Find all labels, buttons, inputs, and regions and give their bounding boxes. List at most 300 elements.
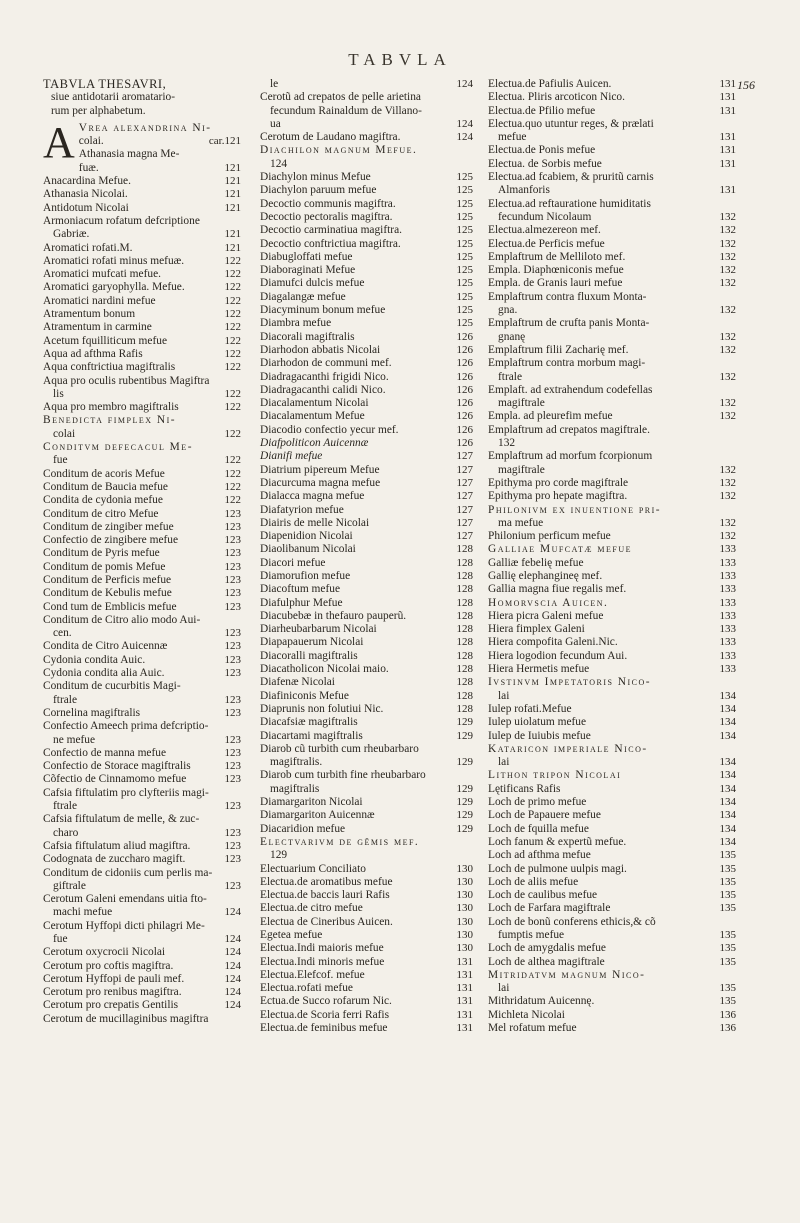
entry-text: fumptis mefue [498,929,565,941]
entry-text: magiftrale [498,397,545,410]
entry-text: Diachylon paruum mefue [260,184,377,197]
entry-page-number: 132 [719,463,736,476]
entry-page-number: 121 [224,228,241,241]
index-entry [488,703,738,716]
entry-text: Electua.de Pfilio mefue [488,104,596,117]
index-entry [260,889,475,902]
entry-page-number: 132 [719,490,736,503]
index-entry [260,477,475,490]
entry-text: Electua de Cineribus Auicen. [260,915,393,928]
entry-page-number: 131 [456,955,473,968]
entry-page-number: 124 [224,986,241,999]
entry-page-number: 125 [456,277,473,290]
index-entry [488,557,738,570]
index-entry [43,122,243,135]
entry-text: Diarhodon de communi mef. [260,357,392,370]
entry-page-number: 123 [224,733,241,746]
entry-page-number: 125 [456,304,473,317]
entry-text: Condita de cydonia mefue [43,494,163,507]
index-entry [488,198,738,211]
entry-page-number: 135 [719,875,736,888]
entry-text: Diacodio confectio yecur mef. [260,423,399,436]
entry-text: Electua.ad reftauratione humiditatis [488,197,651,210]
entry-page-number: 132 [719,330,736,343]
entry-text: Emplaftrum de Melliloto mef. [488,250,626,263]
index-entry [260,690,475,703]
entry-text: Loch de althea magiftrale [488,955,605,968]
index-entry [260,730,475,743]
index-entry [43,574,243,587]
entry-page-number: 123 [224,534,241,547]
entry-page-number: 128 [456,689,473,702]
entry-page-number: 127 [456,503,473,516]
entry-page-number: 132 [719,304,736,317]
entry-page-number: 123 [224,800,241,813]
entry-page-number: 129 [456,716,473,729]
entry-text: Diafiniconis Mefue [260,689,349,702]
entry-text: Cerotum Hyffopi dicti philagri Me- [43,919,205,932]
index-entry [43,534,243,547]
index-entry [488,956,738,969]
index-entry [260,291,475,304]
entry-page-number: 128 [456,596,473,609]
index-entry [43,388,243,401]
entry-text: Conditum de Pyris mefue [43,547,160,560]
entry-page-number: 135 [719,955,736,968]
index-entry [260,198,475,211]
index-entry [488,384,738,397]
index-entry [488,171,738,184]
index-entry [260,158,475,171]
index-entry [260,91,475,104]
entry-page-number: 124 [224,906,241,919]
index-entry [488,517,738,530]
entry-text: Philonivm ex inuentione pri- [488,503,662,516]
entry-text: Iulep de Iuiubis mefue [488,729,591,742]
entry-text: Diamargariton Nicolai [260,796,363,809]
entry-text: Diadragacanthi calidi Nico. [260,383,386,396]
entry-text: Atramentum in carmine [43,321,152,334]
index-entry [43,973,243,986]
entry-text: Cerotum pro coftis magiftra. [43,959,174,972]
entry-page-number: 136 [719,1008,736,1021]
index-entry [43,867,243,880]
index-entry [43,707,243,720]
entry-text: Diatrium pipereum Mefue [260,463,380,476]
entry-page-number: 133 [719,543,736,556]
entry-text: Confectio de zingibere mefue [43,534,179,547]
entry-text: Aromatici mufcati mefue. [43,268,161,281]
index-entry [43,587,243,600]
index-entry [488,184,738,197]
index-entry [488,477,738,490]
entry-text: Diafulphur Mefue [260,596,343,609]
entry-text: Diacurcuma magna mefue [260,476,381,489]
index-entry [488,331,738,344]
entry-text: Conditum de cidoniis cum perlis ma- [43,866,213,879]
index-entry [488,317,738,330]
index-entry [43,295,243,308]
entry-text: Aqua conftrictiua magiftralis [43,361,176,374]
entry-page-number: 125 [456,264,473,277]
entry-page-number: 122 [224,494,241,507]
index-entry [43,242,243,255]
index-entry [488,730,738,743]
entry-page-number: 128 [456,583,473,596]
entry-page-number: 133 [719,569,736,582]
entry-text: Aromatici nardini mefue [43,294,156,307]
entry-page-number: 133 [719,609,736,622]
index-entry [43,135,243,148]
index-entry [260,543,475,556]
entry-text: magiftralis. [270,756,323,769]
entry-page-number: 123 [224,627,241,640]
entry-text: fuæ. [78,161,99,174]
entry-page-number: 128 [456,543,473,556]
entry-page-number: 128 [456,663,473,676]
entry-page-number: 122 [224,467,241,480]
entry-text: Egetea mefue [260,929,323,941]
entry-page-number: 126 [456,383,473,396]
entry-text: Electuarium Conciliato [260,862,366,875]
entry-text: magiftralis [270,782,320,795]
index-entry [260,211,475,224]
entry-page-number: 122 [224,268,241,281]
entry-page-number: 132 [719,476,736,489]
index-entry [260,131,475,144]
index-entry [488,982,738,995]
entry-text: Electua. de Sorbis mefue [488,157,602,170]
entry-text: Cafsia fiftulatum de melle, & zuc- [43,813,200,826]
index-entry [488,610,738,623]
entry-text: Dialacca magna mefue [260,490,365,503]
index-entry [260,982,475,995]
entry-page-number: 123 [224,693,241,706]
entry-page-number: 133 [719,596,736,609]
entry-text: Empla. ad pleurefim mefue [488,410,613,423]
entry-text: Electua.rofati mefue [260,982,353,995]
index-entry [43,906,243,919]
index-entry [488,238,738,251]
entry-text: Electvarivm de gẽmis mef. [260,835,420,848]
index-entry [488,144,738,157]
entry-text: Cafsia fiftulatum aliud magiftra. [43,839,191,852]
index-entry [43,348,243,361]
entry-text: Empla. de Granis lauri mefue [488,277,623,290]
entry-text: Diacalamentum Nicolai [260,397,369,410]
entry-page-number: 124 [224,946,241,959]
index-entry [43,228,243,241]
entry-page-number: 124 [456,131,473,144]
index-entry [488,889,738,902]
index-entry [488,543,738,556]
index-entry [488,490,738,503]
entry-page-number: 124 [456,78,473,90]
index-entry [488,929,738,942]
index-entry [488,636,738,649]
entry-text: Antidotum Nicolai [43,201,129,214]
entry-page-number: 123 [224,706,241,719]
entry-text: Homorvscia Auicen. [488,596,609,609]
index-entry [43,720,243,733]
index-entry [260,424,475,437]
entry-page-number: 133 [719,636,736,649]
entry-page-number: 131 [719,131,736,144]
entry-text: Empla. Diaphœniconis mefue [488,264,624,277]
entry-page-number: 129 [456,756,473,769]
entry-page-number: 123 [224,853,241,866]
entry-text: Loch fanum & expertũ mefue. [488,835,627,848]
entry-text: Confectio de manna mefue [43,746,167,759]
index-entry [260,836,475,849]
index-entry [488,450,738,463]
index-entry [488,902,738,915]
entry-text: Diacalamentum Mefue [260,410,365,423]
entry-text: Diamufci dulcis mefue [260,277,365,290]
entry-page-number: 124 [456,117,473,130]
entry-text: Diacoftum mefue [260,583,341,596]
entry-text: Galliae Mufcatæ mefue [488,543,632,556]
index-entry [43,401,243,414]
table-title: TABVLA THESAVRI, [43,77,167,91]
entry-page-number: 123 [224,653,241,666]
index-entry [488,863,738,876]
entry-text: fue [53,933,68,945]
index-entry [260,650,475,663]
index-entry [260,756,475,769]
entry-text: ua [270,117,281,130]
index-entry [488,995,738,1008]
index-entry [260,490,475,503]
entry-text: Conditum de acoris Mefue [43,467,165,480]
entry-page-number: 125 [456,197,473,210]
index-column-3 [488,78,738,1035]
entry-text: Diacoralli magiftralis [260,649,358,662]
index-entry [43,561,243,574]
entry-text: Diacafsiæ magiftralis [260,716,358,729]
index-entry [488,105,738,118]
index-entry [43,734,243,747]
entry-text: fecundum Nicolaum [498,210,592,223]
index-entry [43,667,243,680]
entry-page-number: 131 [719,78,736,90]
index-entry [43,893,243,906]
entry-text: Cerotũ ad crepatos de pelle arietina [260,91,421,104]
index-entry [43,428,243,441]
entry-page-number: 134 [719,729,736,742]
index-entry [488,371,738,384]
entry-text: Epithyma pro hepate magiftra. [488,490,628,503]
entry-page-number: 126 [456,357,473,370]
entry-page-number: 135 [719,929,736,941]
entry-text: Dianifi mefue [260,450,323,463]
index-entry [260,636,475,649]
index-entry [260,410,475,423]
index-entry [488,756,738,769]
entry-text: Conditum de zingiber mefue [43,520,174,533]
drop-initial: A [43,117,75,167]
entry-page-number: 126 [456,330,473,343]
index-entry [488,969,738,982]
entry-text: Loch de fquilla mefue [488,822,589,835]
entry-text: charo [53,826,79,839]
index-entry [260,823,475,836]
entry-text: Anacardina Mefue. [43,175,131,188]
index-entry [43,268,243,281]
index-entry [43,547,243,560]
entry-page-number: 121 [224,241,241,254]
entry-page-number: 127 [456,516,473,529]
index-entry [260,769,475,782]
index-entry [260,663,475,676]
entry-text: Loch de bonũ conferens ethicis,& cõ [488,915,656,928]
entry-text: Conditum de pomis Mefue [43,560,166,573]
entry-text: Conditum de Kebulis mefue [43,587,172,600]
entry-text: Kataricon imperiale Nico- [488,742,648,755]
entry-text: Iulep rofati.Mefue [488,702,572,715]
entry-text: Loch de Papauere mefue [488,809,601,822]
entry-text: Gallię elephangineę mef. [488,569,603,582]
index-entry [43,840,243,853]
column-1-entries [43,117,243,1026]
index-entry [488,716,738,729]
entry-text: ftrale [498,370,523,383]
entry-page-number: 131 [456,1008,473,1021]
index-entry [488,530,738,543]
index-entry [488,690,738,703]
index-entry [260,809,475,822]
entry-page-number: 132 [719,237,736,250]
index-entry [43,361,243,374]
index-entry [488,397,738,410]
entry-text: Electua.de baccis lauri Rafis [260,889,390,902]
entry-page-number: 131 [719,157,736,170]
entry-page-number: 123 [224,746,241,759]
index-entry [43,441,243,454]
entry-page-number: 130 [456,929,473,941]
entry-page-number: 132 [719,530,736,543]
entry-text: Aqua ad afthma Rafis [43,347,143,360]
entry-text: Emplaftrum contra fluxum Monta- [488,290,647,303]
index-entry [43,454,243,467]
entry-text: colai [53,427,76,440]
entry-text: Diacaridion mefue [260,822,346,835]
entry-text: Epithyma pro corde magiftrale [488,476,629,489]
index-entry [43,175,243,188]
entry-page-number: 124 [224,959,241,972]
entry-text: Cõfectio de Cinnamomo mefue [43,773,187,786]
index-entry [488,464,738,477]
entry-text: Loch ad afthma mefue [488,849,591,862]
index-entry [260,238,475,251]
entry-page-number: 125 [456,184,473,197]
entry-page-number: 136 [719,1022,736,1035]
entry-text: Ivstinvm Impetatoris Nico- [488,676,652,689]
index-entry [488,570,738,583]
index-entry [260,597,475,610]
index-entry [260,1022,475,1035]
entry-text: Diarheubarbarum Nicolai [260,623,377,636]
entry-page-number: 134 [719,796,736,809]
index-entry [260,384,475,397]
entry-page-number: 123 [224,507,241,520]
entry-page-number: 129 [456,796,473,809]
entry-page-number: 132 [719,343,736,356]
entry-page-number: 132 [719,264,736,277]
entry-text: Loch de aliis mefue [488,875,579,888]
entry-page-number: 121 [224,161,241,174]
entry-text: Michleta Nicolai [488,1008,565,1021]
entry-text: Athanasia Nicolai. [43,188,128,201]
entry-page-number: 130 [456,902,473,915]
entry-page-number: 134 [719,769,736,782]
index-entry [43,255,243,268]
index-entry [488,876,738,889]
entry-page-number: 123 [224,520,241,533]
entry-text: Hiera compofita Galeni.Nic. [488,636,618,649]
entry-page-number: 125 [456,290,473,303]
entry-page-number: 132 [719,210,736,223]
entry-page-number: 128 [456,676,473,689]
index-entry [260,144,475,157]
index-entry [260,317,475,330]
entry-text: Cafsia fiftulatim pro clyfteriis magi- [43,786,209,799]
index-entry [43,960,243,973]
entry-text: Diaprunis non folutiui Nic. [260,702,384,715]
entry-text: Diacubebæ in thefauro pauperũ. [260,609,407,622]
entry-text: Diadragacanthi frigidi Nico. [260,370,389,383]
entry-text: Aromatici rofati minus mefuæ. [43,254,185,267]
index-entry [43,853,243,866]
entry-page-number: 122 [224,361,241,374]
entry-text: Philonium perficum mefue [488,530,611,543]
entry-text: Ectua.de Succo rofarum Nic. [260,995,392,1008]
index-entry [260,995,475,1008]
entry-page-number: 132 [719,250,736,263]
entry-page-number: 135 [719,849,736,862]
index-entry [43,162,243,175]
entry-page-number: 135 [719,942,736,955]
index-entry [43,281,243,294]
index-entry [488,796,738,809]
entry-text: Electua.de Perficis mefue [488,237,605,250]
entry-text: Hiera Hermetis mefue [488,663,590,676]
entry-page-number: 123 [224,760,241,773]
entry-page-number: 131 [456,995,473,1008]
entry-text: Electua.de citro mefue [260,902,363,915]
index-entry [43,335,243,348]
entry-text: Loch de pulmone uulpis magi. [488,862,627,875]
index-entry [260,929,475,942]
entry-page-number: 135 [719,982,736,995]
entry-page-number: 122 [224,387,241,400]
entry-page-number: 123 [224,587,241,600]
index-entry [260,557,475,570]
entry-page-number: 122 [224,347,241,360]
entry-text: Confectio Ameech prima defcriptio- [43,720,209,733]
entry-text: Iulep uiolatum mefue [488,716,587,729]
entry-text: Diarhodon abbatis Nicolai [260,343,381,356]
entry-page-number: 127 [456,463,473,476]
entry-text: Conditvm defecacul Me- [43,441,193,454]
index-entry [260,331,475,344]
index-entry [43,827,243,840]
entry-page-number: 135 [719,902,736,915]
entry-text: Diarob cum turbith fine rheubarbaro [260,769,426,782]
entry-text: Diacatholicon Nicolai maio. [260,663,389,676]
index-entry [260,796,475,809]
index-entry [43,773,243,786]
